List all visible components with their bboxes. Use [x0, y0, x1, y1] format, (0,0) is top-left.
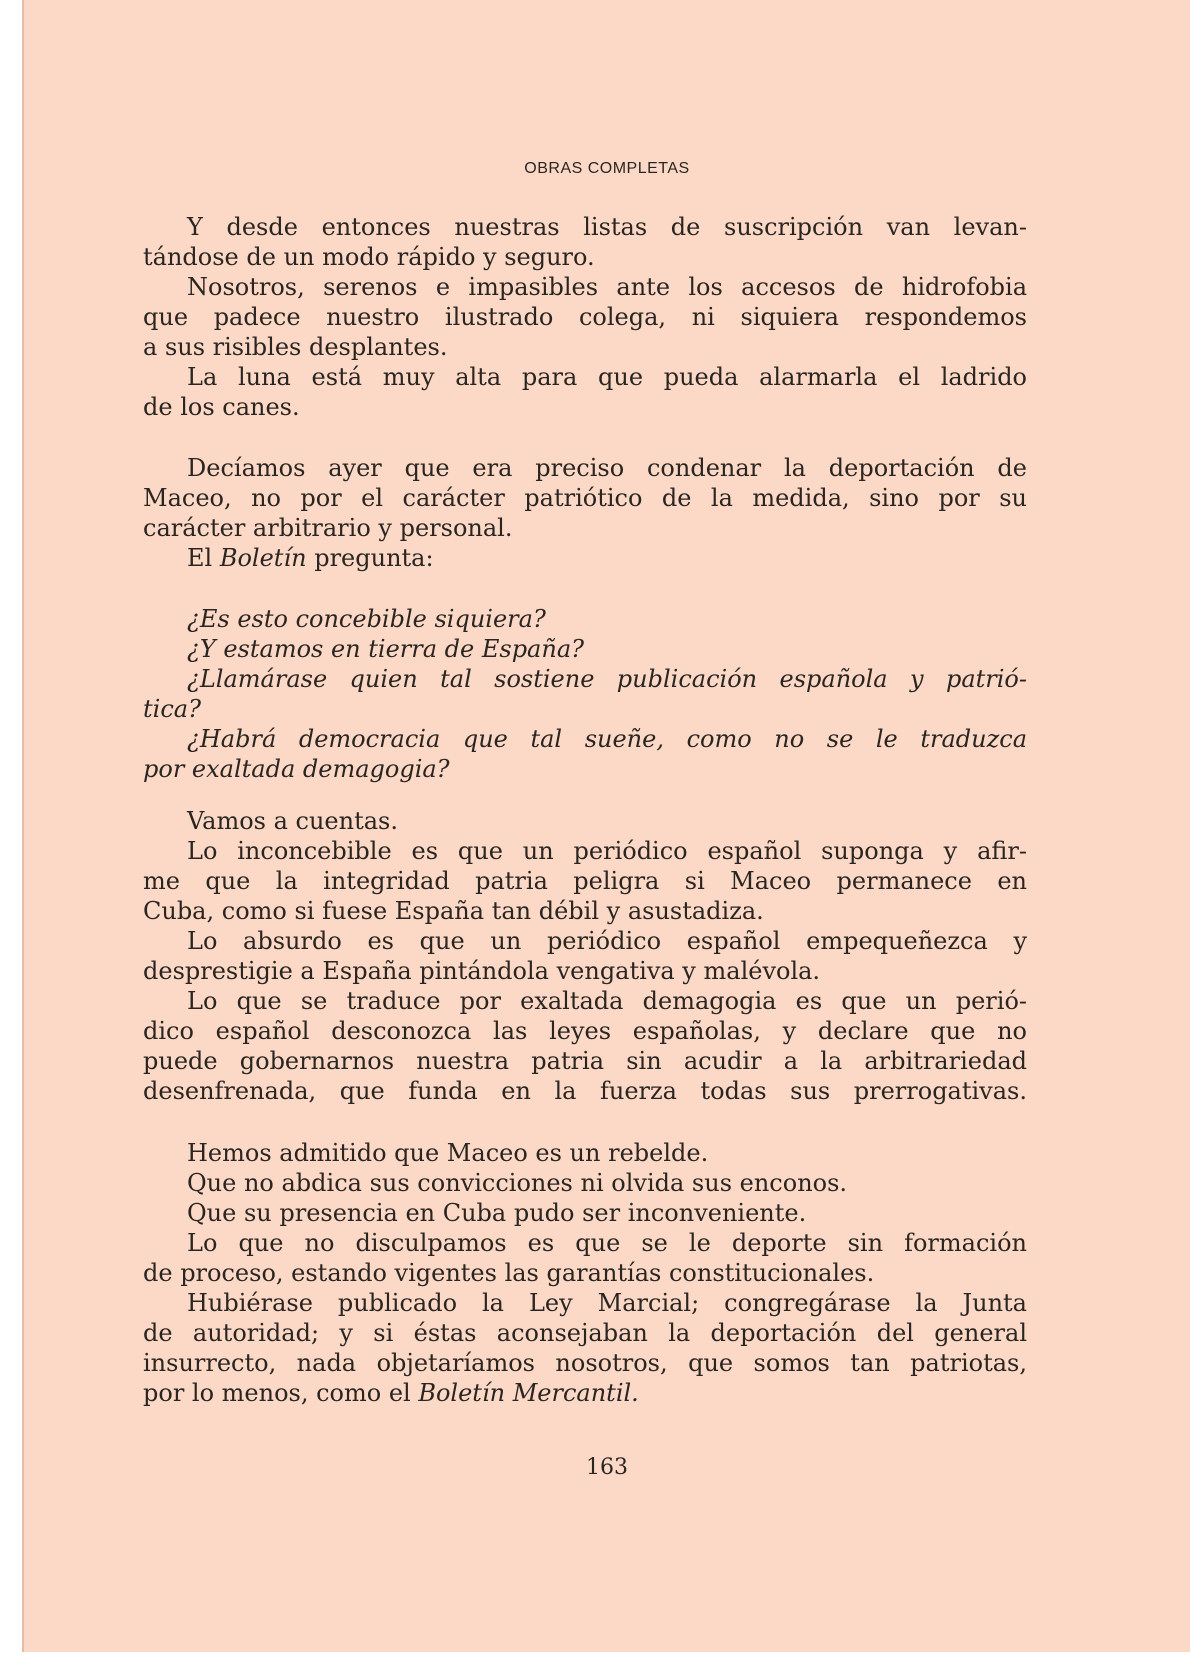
text-line: tándose de un modo rápido y seguro.	[143, 243, 595, 271]
paragraph-gap	[143, 784, 1027, 806]
text-line: Que no abdica sus convicciones ni olvida sus enconos.	[187, 1169, 848, 1197]
italic-title: Boletín Mercantil.	[418, 1379, 639, 1407]
page-number: 163	[586, 1455, 628, 1480]
text-line: que padece nuestro ilustrado colega, ni siquiera respondemos	[143, 303, 1027, 331]
text-line: insurrecto, nada objetaríamos nosotros, que somos tan patriotas,	[143, 1349, 1027, 1377]
paragraph-gap	[143, 422, 1027, 453]
paragraph-gap	[143, 1106, 1027, 1138]
text-line: me que la integridad patria peligra si Maceo permanece en	[143, 867, 1027, 895]
quoted-line: tica?	[143, 695, 201, 723]
text-line: Maceo, no por el carácter patriótico de la medida, sino por su	[143, 484, 1027, 512]
text-line: Lo que no disculpamos es que se le deporte sin formación	[187, 1229, 1027, 1257]
page-body	[143, 212, 1027, 1408]
quoted-line: ¿Habrá democracia que tal sueñe, como no se le traduzca	[187, 725, 1027, 753]
text-line: de autoridad; y si éstas aconsejaban la deportación del general	[143, 1319, 1027, 1347]
text-span: pregunta:	[306, 544, 434, 572]
paragraph-gap	[143, 573, 1027, 604]
text-line: desenfrenada, que funda en la fuerza todas sus prerrogativas.	[143, 1077, 1027, 1105]
running-header: OBRAS COMPLETAS	[524, 160, 690, 177]
quoted-line: ¿Es esto concebible siquiera?	[187, 605, 546, 633]
text-line: dico español desconozca las leyes españolas, y declare que no	[143, 1017, 1027, 1045]
text-line	[143, 543, 1027, 573]
text-line: La luna está muy alta para que pueda alarmarla el ladrido	[187, 363, 1027, 391]
text-line: Cuba, como si fuese España tan débil y asustadiza.	[143, 897, 764, 925]
text-line	[143, 1378, 1027, 1408]
text-line: Que su presencia en Cuba pudo ser inconveniente.	[187, 1199, 807, 1227]
text-span: El	[187, 544, 220, 572]
text-line: puede gobernarnos nuestra patria sin acudir a la arbitrariedad	[143, 1047, 1027, 1075]
text-line: Vamos a cuentas.	[187, 807, 398, 835]
text-line: carácter arbitrario y personal.	[143, 514, 513, 542]
text-line: desprestigie a España pintándola vengativa y malévola.	[143, 957, 821, 985]
book-page	[22, 0, 1190, 1652]
quoted-line: ¿Llamárase quien tal sostiene publicación española y patrió-	[187, 665, 1027, 693]
text-line: Lo que se traduce por exaltada demagogia es que un perió-	[187, 987, 1027, 1015]
text-line: Decíamos ayer que era preciso condenar la deportación de	[187, 454, 1027, 482]
text-line: Nosotros, serenos e impasibles ante los accesos de hidrofobia	[187, 273, 1027, 301]
quoted-line: ¿Y estamos en tierra de España?	[187, 635, 584, 663]
text-line: de los canes.	[143, 393, 300, 421]
text-line: de proceso, estando vigentes las garantías constitucionales.	[143, 1259, 875, 1287]
text-line: Lo absurdo es que un periódico español empequeñezca y	[187, 927, 1027, 955]
text-line: a sus risibles desplantes.	[143, 333, 448, 361]
italic-title: Boletín	[219, 544, 307, 572]
text-line: Hubiérase publicado la Ley Marcial; congregárase la Junta	[187, 1289, 1027, 1317]
text-span: por lo menos, como el	[143, 1379, 419, 1407]
text-line: Hemos admitido que Maceo es un rebelde.	[187, 1139, 709, 1167]
quoted-line: por exaltada demagogia?	[143, 755, 450, 783]
text-line: Lo inconcebible es que un periódico español suponga y afir-	[187, 837, 1027, 865]
text-line: Y desde entonces nuestras listas de suscripción van levan-	[187, 213, 1027, 241]
